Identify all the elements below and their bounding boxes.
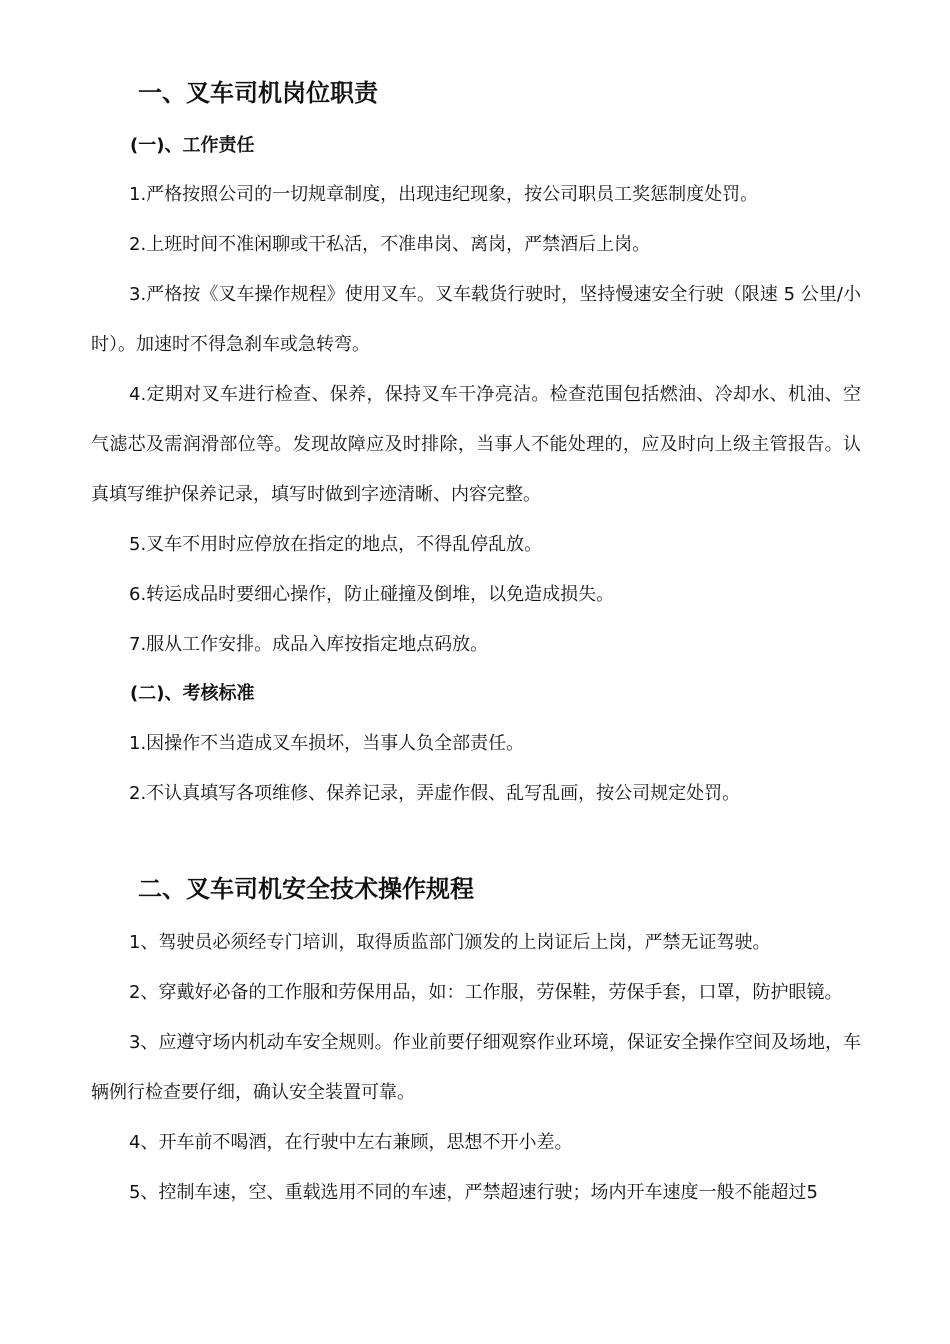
assessment-item-2: 2.不认真填写各项维修、保养记录，弄虚作假、乱写乱画，按公司规定处罚。 bbox=[129, 783, 741, 804]
subsection-assessment-standard-heading: (二)、考核标准 bbox=[130, 683, 255, 704]
operation-rule-3: 3、应遵守场内机动车安全规则。作业前要仔细观察作业环境，保证安全操作空间及场地，车辆例行检查要仔细，确认安全装置可靠。 bbox=[91, 1032, 861, 1103]
responsibility-item-1: 1.严格按照公司的一切规章制度，出现违纪现象，按公司职员工奖惩制度处罚。 bbox=[129, 184, 759, 205]
section-2-title: 二、叉车司机安全技术操作规程 bbox=[138, 875, 474, 903]
responsibility-item-2: 2.上班时间不准闲聊或干私活，不准串岗、离岗，严禁酒后上岗。 bbox=[129, 234, 651, 255]
operation-rule-2: 2、穿戴好必备的工作服和劳保用品，如：工作服，劳保鞋，劳保手套，口罩，防护眼镜。 bbox=[129, 982, 843, 1003]
operation-rule-5: 5、控制车速，空、重载选用不同的车速，严禁超速行驶；场内开车速度一般不能超过5 bbox=[129, 1182, 818, 1203]
responsibility-item-4: 4.定期对叉车进行检查、保养，保持叉车干净亮洁。检查范围包括燃油、冷却水、机油、空气滤芯及需润滑部位等。发现故障应及时排除，当事人不能处理的，应及时向上级主管报告。认真填写维护保养记录，填写时做到字迹清晰、内容完整。 bbox=[91, 384, 861, 505]
operation-rule-1: 1、驾驶员必须经专门培训，取得质监部门颁发的上岗证后上岗，严禁无证驾驶。 bbox=[129, 932, 771, 953]
responsibility-item-6: 6.转运成品时要细心操作，防止碰撞及倒堆，以免造成损失。 bbox=[129, 584, 615, 605]
assessment-item-1: 1.因操作不当造成叉车损坏，当事人负全部责任。 bbox=[129, 733, 525, 754]
section-1-title: 一、叉车司机岗位职责 bbox=[138, 79, 378, 107]
responsibility-item-5: 5.叉车不用时应停放在指定的地点，不得乱停乱放。 bbox=[129, 534, 543, 555]
operation-rule-4: 4、开车前不喝酒，在行驶中左右兼顾，思想不开小差。 bbox=[129, 1132, 573, 1153]
subsection-work-responsibility-heading: (一)、工作责任 bbox=[130, 135, 255, 156]
responsibility-item-7: 7.服从工作安排。成品入库按指定地点码放。 bbox=[129, 634, 489, 655]
responsibility-item-3: 3.严格按《叉车操作规程》使用叉车。叉车载货行驶时，坚持慢速安全行驶（限速 5 公里/小时）。加速时不得急刹车或急转弯。 bbox=[91, 284, 861, 355]
